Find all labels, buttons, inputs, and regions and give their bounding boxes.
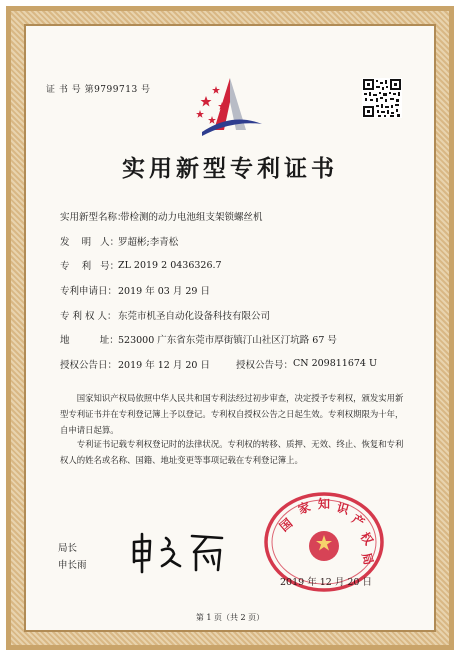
page-number: 第 1 页（共 2 页）: [195, 613, 265, 622]
filing-date-value: 2019 年 03 月 29 日: [118, 286, 210, 298]
field-label: 专 利 号：: [60, 261, 120, 273]
field-row-patent-no: [60, 253, 420, 278]
svg-text:识: 识: [335, 500, 351, 518]
grant-statement-paragraph: 国家知识产权局依照中华人民共和国专利法经过初步审查，决定授予专利权，颁发实用新型专利证书并在专利登记簿上予以登记。专利权自授权公告之日起生效。专利权期限为十年，自申请日起算。: [60, 393, 404, 435]
patent-number-value: ZL 2019 2 0436326.7: [118, 259, 222, 271]
field-row-name: [60, 204, 420, 229]
grant-number-value: CN 209811674 U: [292, 358, 377, 370]
field-label: 地 址：: [60, 335, 119, 347]
svg-text:产: 产: [349, 511, 368, 530]
svg-text:国: 国: [276, 515, 296, 535]
field-label: 实用新型名称：: [60, 212, 127, 224]
certificate-number: 证 书 号 第9799713 号: [46, 85, 151, 95]
field-row-inventor: [60, 229, 420, 254]
inventor-value: 罗超彬;李青松: [118, 236, 179, 248]
field-row-filing-date: [60, 278, 420, 303]
grant-date-value: 2019 年 12 月 20 日: [118, 359, 210, 371]
svg-text:局: 局: [359, 551, 376, 567]
field-label: 授权公告号：: [235, 359, 293, 371]
certificate-title: 实用新型专利证书: [122, 155, 338, 182]
svg-text:家: 家: [296, 499, 313, 517]
legal-status-paragraph: 专利证书记载专利权登记时的法律状况。专利权的转移、质押、无效、终止、恢复和专利权人的姓名或名称、国籍、地址变更等事项记载在专利登记簿上。: [60, 439, 404, 465]
signatory-title: 局长: [58, 543, 78, 554]
field-row-patentee: [60, 302, 420, 327]
patentee-value: 东莞市机圣自动化设备科技有限公司: [118, 310, 271, 322]
field-row-grant: [60, 352, 420, 377]
handwritten-signature: [126, 526, 236, 576]
field-label: 专利申请日：: [60, 286, 118, 298]
field-label: 发 明 人：: [60, 236, 120, 248]
signatory-name: 申长雨: [58, 560, 87, 571]
cnipa-emblem-icon: [192, 72, 268, 142]
svg-text:知: 知: [318, 497, 331, 511]
svg-text:权: 权: [357, 529, 376, 548]
field-row-address: [60, 327, 420, 352]
field-label: 专 利 权 人：: [60, 310, 117, 322]
utility-model-name: 带检测的动力电池组支架锁螺丝机: [120, 212, 263, 224]
seal-date: 2019 年 12 月 20 日: [280, 577, 372, 588]
qr-code-icon: [362, 78, 402, 118]
field-label: 授权公告日：: [60, 359, 118, 371]
address-value: 523000 广东省东莞市厚街镇汀山社区汀坑路 67 号: [118, 335, 337, 347]
certificate-fields: [60, 204, 420, 376]
